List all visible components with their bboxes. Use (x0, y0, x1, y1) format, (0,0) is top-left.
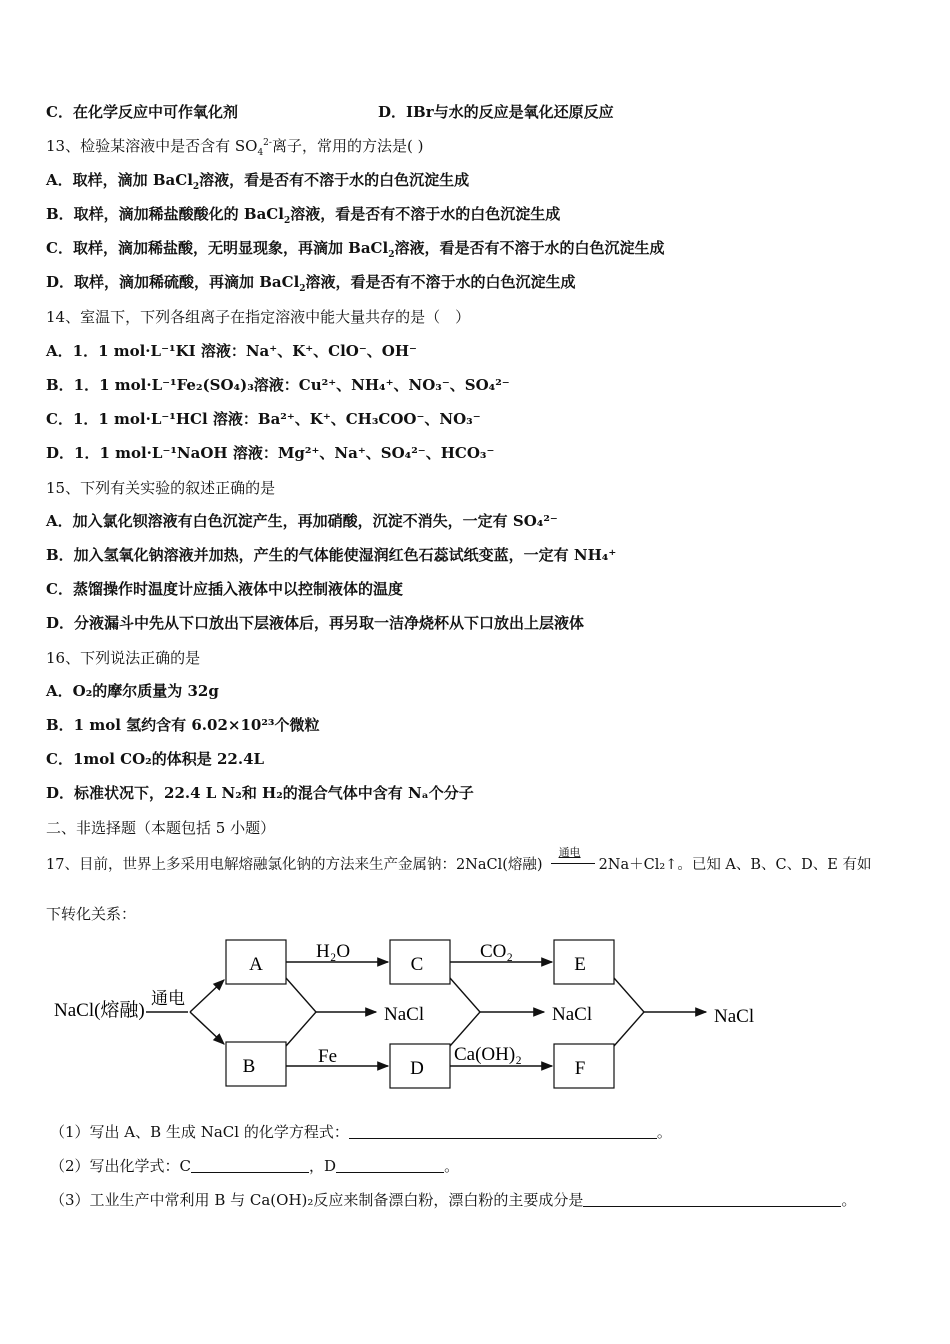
q13-c-pre: C．取样，滴加稀盐酸，无明显现象，再滴加 BaCl (46, 239, 389, 257)
reagent-caoh2-label: Ca(OH)₂ (454, 1044, 522, 1065)
q14-option-d: D．1．1 mol·L⁻¹NaOH 溶液：Mg²⁺、Na⁺、SO₄²⁻、HCO₃⁻ (46, 444, 495, 462)
box-b (226, 1042, 286, 1086)
q17-part1 (50, 1122, 672, 1142)
q13-b-sub: 2 (283, 216, 291, 226)
q17-part2-text-c: （2）写出化学式：C (50, 1157, 192, 1175)
q12-option-c-text: C．在化学反应中可作氧化剂 (46, 103, 238, 121)
q17-part1-text: （1）写出 A、B 生成 NaCl 的化学方程式： (50, 1123, 349, 1141)
q13-d-pre: D．取样，滴加稀硫酸，再滴加 BaCl (46, 273, 300, 291)
conversion-diagram (46, 932, 786, 1092)
q17-stem (46, 846, 872, 875)
q17-part2 (50, 1156, 459, 1176)
reagent-fe-label: Fe (318, 1046, 337, 1067)
answer-blank-d[interactable] (336, 1158, 444, 1173)
box-f-label: F (574, 1058, 586, 1079)
q14-option-a: A．1．1 mol·L⁻¹KI 溶液：Na⁺、K⁺、ClO⁻、OH⁻ (46, 342, 417, 360)
q16-option-b: B．1 mol 氢约含有 6.02×10²³个微粒 (46, 716, 320, 734)
box-a-label: A (249, 954, 263, 975)
q15-stem: 15、下列有关实验的叙述正确的是 (46, 479, 276, 497)
q17-stem-part1: 17、目前，世界上多采用电解熔融氯化钠的方法来生产金属钠：2NaCl(熔融) (46, 857, 543, 873)
product-nacl-1: NaCl (384, 1004, 425, 1025)
q13-b-post: 溶液，看是否有不溶于水的白色沉淀生成 (290, 205, 561, 223)
q17-part3-text: （3）工业生产中常利用 B 与 Ca(OH)₂反应来制备漂白粉，漂白粉的主要成分是 (50, 1191, 584, 1209)
answer-blank-c[interactable] (191, 1158, 309, 1173)
start-nacl-label: NaCl(熔融) (54, 1000, 145, 1021)
section-heading: 二、非选择题（本题包括 5 小题） (46, 819, 276, 837)
q15-option-b: B．加入氢氧化钠溶液并加热，产生的气体能使湿润红色石蕊试纸变蓝，一定有 NH₄⁺ (46, 546, 617, 564)
q15-option-a: A．加入氯化钡溶液有白色沉淀产生，再加硝酸，沉淀不消失，一定有 SO₄²⁻ (46, 512, 558, 530)
q14-stem: 14、室温下，下列各组离子在指定溶液中能大量共存的是（ ） (46, 308, 471, 326)
q15-option-c: C．蒸馏操作时温度计应插入液体中以控制液体的温度 (46, 580, 403, 598)
condition-label: 通电 (558, 846, 581, 859)
q13-option-a (46, 170, 469, 190)
q13-option-b (46, 204, 560, 224)
q17-part2-end: 。 (444, 1157, 460, 1175)
q17-part2-text-d: ，D (309, 1157, 337, 1175)
arrow-to-a (190, 980, 224, 1012)
product-nacl-2: NaCl (552, 1004, 593, 1025)
converge-ab (286, 978, 316, 1046)
condition-bar (551, 863, 595, 864)
reagent-co2-label: CO₂ (480, 941, 514, 962)
q13-stem-part2: 离子，常用的方法是( ) (271, 137, 424, 155)
q13-sub: 4 (257, 148, 264, 158)
q13-c-post: 溶液，看是否有不溶于水的白色沉淀生成 (394, 239, 665, 257)
q13-a-sub: 2 (192, 182, 200, 192)
q17-stem-continued: 下转化关系： (46, 905, 137, 923)
q13-d-post: 溶液，看是否有不溶于水的白色沉淀生成 (305, 273, 576, 291)
converge-ef (614, 978, 644, 1046)
q17-part3 (50, 1190, 856, 1210)
start-condition-label: 通电 (151, 989, 185, 1008)
q13-stem-part1: 13、检验某溶液中是否含有 SO (46, 137, 258, 155)
q17-stem-part2: 2Na＋Cl₂↑。已知 A、B、C、D、E 有如 (598, 857, 872, 873)
converge-cd (450, 978, 480, 1046)
reagent-h2o-label: H₂O (316, 941, 351, 962)
box-d-label: D (410, 1058, 424, 1079)
q16-option-d: D．标准状况下，22.4 L N₂和 H₂的混合气体中含有 Nₐ个分子 (46, 784, 474, 802)
q13-stem (46, 136, 423, 156)
answer-blank-1[interactable] (349, 1124, 657, 1139)
electrolysis-condition (551, 846, 595, 875)
q17-part3-end: 。 (841, 1191, 857, 1209)
product-nacl-3: NaCl (714, 1006, 755, 1027)
box-c-label: C (410, 954, 424, 975)
q16-option-c: C．1mol CO₂的体积是 22.4L (46, 750, 265, 768)
q16-option-a: A．O₂的摩尔质量为 32g (46, 682, 219, 700)
q14-option-b: B．1．1 mol·L⁻¹Fe₂(SO₄)₃溶液：Cu²⁺、NH₄⁺、NO₃⁻、SO₄²⁻ (46, 376, 510, 394)
q12-option-c (46, 102, 238, 122)
q13-c-sub: 2 (388, 250, 395, 260)
box-b-label: B (242, 1056, 256, 1077)
q17-part1-end: 。 (656, 1123, 672, 1141)
q13-sup: 2- (263, 138, 272, 148)
q13-option-c (46, 238, 664, 258)
box-e-label: E (574, 954, 586, 975)
q13-b-pre: B．取样，滴加稀盐酸酸化的 BaCl (46, 205, 284, 223)
q14-option-c: C．1．1 mol·L⁻¹HCl 溶液：Ba²⁺、K⁺、CH₃COO⁻、NO₃⁻ (46, 410, 481, 428)
q15-option-d: D．分液漏斗中先从下口放出下层液体后，再另取一洁净烧杯从下口放出上层液体 (46, 614, 585, 632)
q13-a-post: 溶液，看是否有不溶于水的白色沉淀生成 (199, 171, 470, 189)
q13-d-sub: 2 (299, 284, 306, 294)
q16-stem: 16、下列说法正确的是 (46, 649, 201, 667)
q13-option-d (46, 272, 576, 292)
q12-option-d (378, 102, 614, 122)
answer-blank-3[interactable] (583, 1192, 841, 1207)
q13-a-pre: A．取样，滴加 BaCl (46, 171, 193, 189)
arrow-to-b (190, 1012, 224, 1044)
q12-option-d-text: D．IBr与水的反应是氧化还原反应 (378, 103, 614, 121)
